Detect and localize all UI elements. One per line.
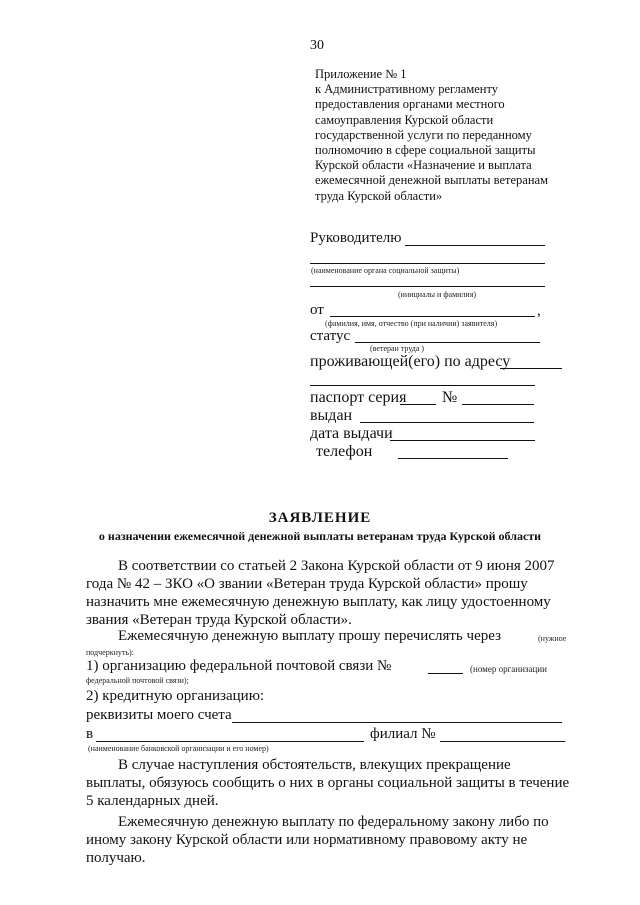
appendix-line: Курской области «Назначение и выплата bbox=[315, 158, 532, 173]
passport-series-line[interactable] bbox=[400, 404, 436, 405]
recipient-line[interactable] bbox=[405, 245, 545, 246]
paragraph-line: звания «Ветеран труда Курской области». bbox=[86, 612, 352, 628]
bank-caption: (наименование банковской организации и его номер) bbox=[88, 744, 269, 753]
address-label: проживающей(его) по адресу bbox=[310, 353, 511, 370]
option-postal: 1) организацию федеральной почтовой связи № bbox=[86, 658, 392, 674]
document-title: ЗАЯВЛЕНИЕ bbox=[268, 510, 372, 526]
appendix-block bbox=[315, 67, 575, 204]
account-line[interactable] bbox=[232, 722, 562, 723]
fio-caption: (фамилия, имя, отчество (при наличии) заявителя) bbox=[325, 319, 498, 328]
appendix-line: труда Курской области» bbox=[315, 188, 443, 203]
bank-line[interactable] bbox=[96, 741, 364, 742]
issued-line[interactable] bbox=[360, 422, 534, 423]
status-caption: (ветеран труда ) bbox=[370, 344, 425, 353]
paragraph-line: получаю. bbox=[86, 850, 146, 866]
issued-label: выдан bbox=[310, 407, 353, 424]
option-credit: 2) кредитную организацию: bbox=[86, 688, 265, 704]
phone-line[interactable] bbox=[398, 458, 508, 459]
paragraph-line: В случае наступления обстоятельств, влекущих прекращение bbox=[118, 757, 511, 773]
from-comma: , bbox=[537, 303, 541, 319]
paragraph-line: выплаты, обязуюсь сообщить о них в органы социальной защиты в течение bbox=[86, 775, 570, 791]
paragraph-line: 5 календарных дней. bbox=[86, 793, 219, 809]
bank-prefix: в bbox=[86, 726, 94, 742]
paragraph-line: Ежемесячную денежную выплату прошу перечислять через bbox=[118, 628, 501, 644]
from-line[interactable] bbox=[330, 316, 535, 317]
branch-label: филиал № bbox=[370, 726, 436, 742]
org-caption: (наименование органа социальной защиты) bbox=[311, 266, 460, 275]
paragraph-line: В соответствии со статьей 2 Закона Курской области от 9 июня 2007 bbox=[118, 558, 555, 574]
appendix-line: Приложение № 1 bbox=[315, 67, 407, 81]
from-label: от bbox=[310, 302, 324, 318]
phone-label: телефон bbox=[316, 443, 373, 460]
appendix-line: полномочию в сфере социальной защиты bbox=[315, 143, 536, 158]
recipient-label: Руководителю bbox=[310, 230, 402, 246]
paragraph-line: Ежемесячную денежную выплату по федеральному закону либо по bbox=[118, 814, 549, 830]
org-line[interactable] bbox=[310, 263, 545, 264]
issue-date-label: дата выдачи bbox=[310, 425, 393, 442]
address-line-2[interactable] bbox=[310, 385, 535, 386]
appendix-line: предоставления органами местного bbox=[315, 97, 505, 112]
note-underline: подчеркнуть): bbox=[86, 648, 134, 657]
document-subtitle: о назначении ежемесячной денежной выплаты ветеранам труда Курской области bbox=[98, 529, 542, 543]
postal-note: (номер организации bbox=[470, 664, 547, 674]
appendix-line: государственной услуги по переданному bbox=[315, 127, 532, 142]
appendix-line: самоуправления Курской области bbox=[315, 112, 494, 127]
status-line[interactable] bbox=[355, 342, 540, 343]
paragraph-line: года № 42 – ЗКО «О звании «Ветеран труда Курской области» прошу bbox=[86, 576, 528, 592]
paragraph-line: иному закону Курской области или нормативному правовому акту не bbox=[86, 832, 528, 848]
postal-number-line[interactable] bbox=[428, 673, 463, 674]
postal-note-cont: федеральной почтовой связи); bbox=[86, 676, 189, 685]
passport-label: паспорт серия bbox=[310, 389, 407, 406]
branch-line[interactable] bbox=[440, 741, 565, 742]
appendix-line: ежемесячной денежной выплаты ветеранам bbox=[315, 173, 548, 188]
address-line-1[interactable] bbox=[500, 368, 562, 369]
appendix-line: к Административному регламенту bbox=[315, 82, 499, 97]
initials-line[interactable] bbox=[310, 286, 545, 287]
issue-date-line[interactable] bbox=[390, 440, 535, 441]
passport-number-line[interactable] bbox=[462, 404, 534, 405]
note-choose: (нужное bbox=[538, 634, 567, 643]
status-label: статус bbox=[310, 328, 351, 344]
initials-caption: (инициалы и фамилия) bbox=[398, 290, 477, 299]
passport-number-sign: № bbox=[442, 389, 458, 406]
paragraph-line: назначить мне ежемесячную денежную выплату, как лицу удостоенному bbox=[86, 594, 551, 610]
account-label: реквизиты моего счета bbox=[86, 707, 232, 723]
page-number: 30 bbox=[310, 38, 324, 53]
